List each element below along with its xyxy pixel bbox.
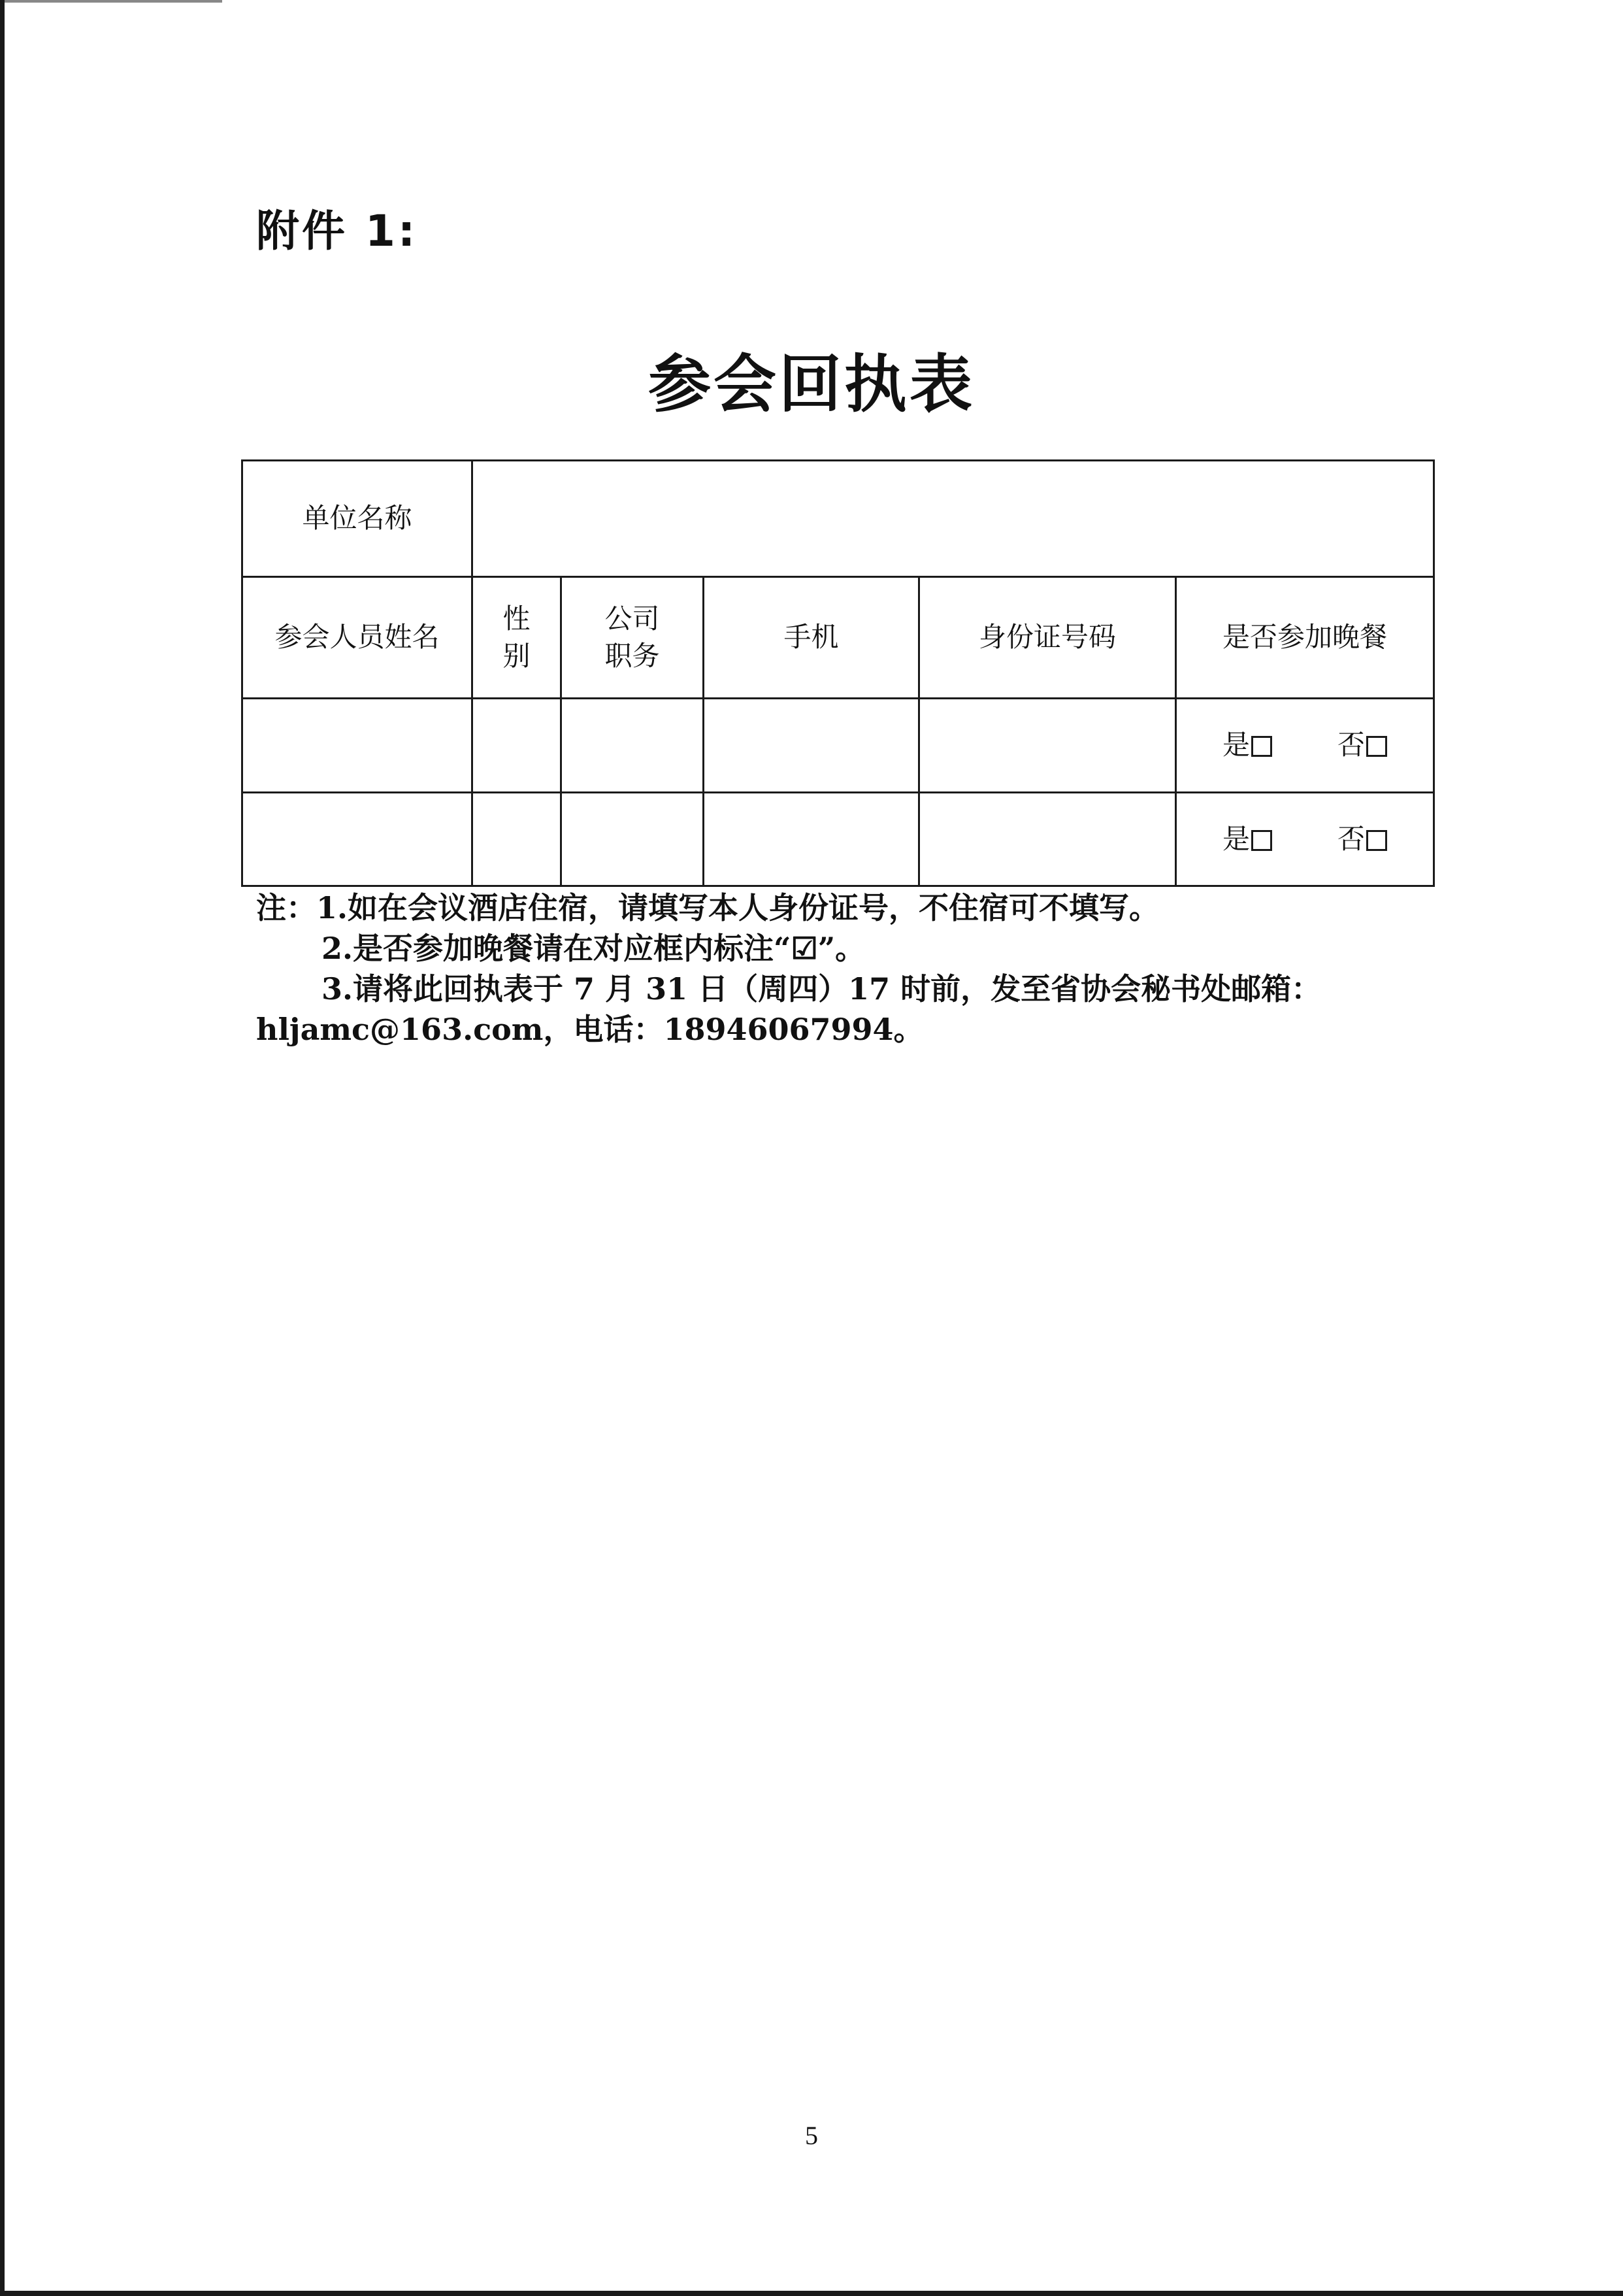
table-row — [242, 793, 1434, 886]
cell-name[interactable] — [242, 699, 472, 793]
header-position-line2: 职务 — [604, 639, 660, 672]
unit-name-field[interactable] — [472, 461, 1434, 577]
cell-name[interactable] — [242, 793, 472, 886]
header-name: 参会人员姓名 — [242, 577, 472, 699]
form-title: 参会回执表 — [648, 348, 975, 421]
note-line-4: hljamc@163.com，电话：18946067994。 — [256, 1012, 924, 1047]
checkbox-icon[interactable] — [1251, 830, 1272, 851]
header-gender — [472, 577, 561, 699]
header-gender-line1: 性 — [502, 602, 531, 635]
cell-phone[interactable] — [704, 793, 919, 886]
page-number: 5 — [805, 2121, 818, 2150]
checkbox-icon[interactable] — [1366, 830, 1387, 851]
header-position — [561, 577, 704, 699]
dinner-no-label: 否 — [1337, 822, 1366, 855]
note-line-2: 2.是否参加晚餐请在对应框内标注“☑”。 — [321, 931, 866, 966]
dinner-no-option[interactable] — [1337, 727, 1387, 764]
dinner-no-label: 否 — [1337, 729, 1366, 761]
header-id-number: 身份证号码 — [919, 577, 1176, 699]
cell-position[interactable] — [561, 793, 704, 886]
checkbox-icon[interactable] — [1366, 736, 1387, 757]
dinner-yes-option[interactable] — [1222, 727, 1272, 764]
scan-edge-bottom — [0, 2291, 1623, 2296]
cell-id-number[interactable] — [919, 793, 1176, 886]
unit-row — [242, 461, 1434, 577]
cell-position[interactable] — [561, 699, 704, 793]
notes — [256, 888, 1432, 1050]
reply-form-table — [241, 459, 1435, 887]
cell-gender[interactable] — [472, 699, 561, 793]
dinner-no-option[interactable] — [1337, 821, 1387, 858]
cell-dinner — [1176, 793, 1434, 886]
table-row — [242, 699, 1434, 793]
header-row — [242, 577, 1434, 699]
checkbox-icon[interactable] — [1251, 736, 1272, 757]
cell-phone[interactable] — [704, 699, 919, 793]
dinner-yes-label: 是 — [1222, 729, 1251, 761]
note-line-3: 3.请将此回执表于 7 月 31 日（周四）17 时前，发至省协会秘书处邮箱： — [321, 971, 1322, 1007]
unit-name-label: 单位名称 — [242, 461, 472, 577]
attachment-label: 附件 1: — [256, 206, 418, 256]
cell-dinner — [1176, 699, 1434, 793]
scan-edge-top — [0, 0, 222, 3]
header-gender-line2: 别 — [502, 639, 531, 672]
header-phone: 手机 — [704, 577, 919, 699]
header-position-line1: 公司 — [604, 602, 660, 635]
note-line-1: 注：1.如在会议酒店住宿，请填写本人身份证号，不住宿可不填写。 — [256, 890, 1160, 925]
cell-id-number[interactable] — [919, 699, 1176, 793]
dinner-yes-option[interactable] — [1222, 821, 1272, 858]
header-dinner: 是否参加晚餐 — [1176, 577, 1434, 699]
dinner-yes-label: 是 — [1222, 822, 1251, 855]
cell-gender[interactable] — [472, 793, 561, 886]
